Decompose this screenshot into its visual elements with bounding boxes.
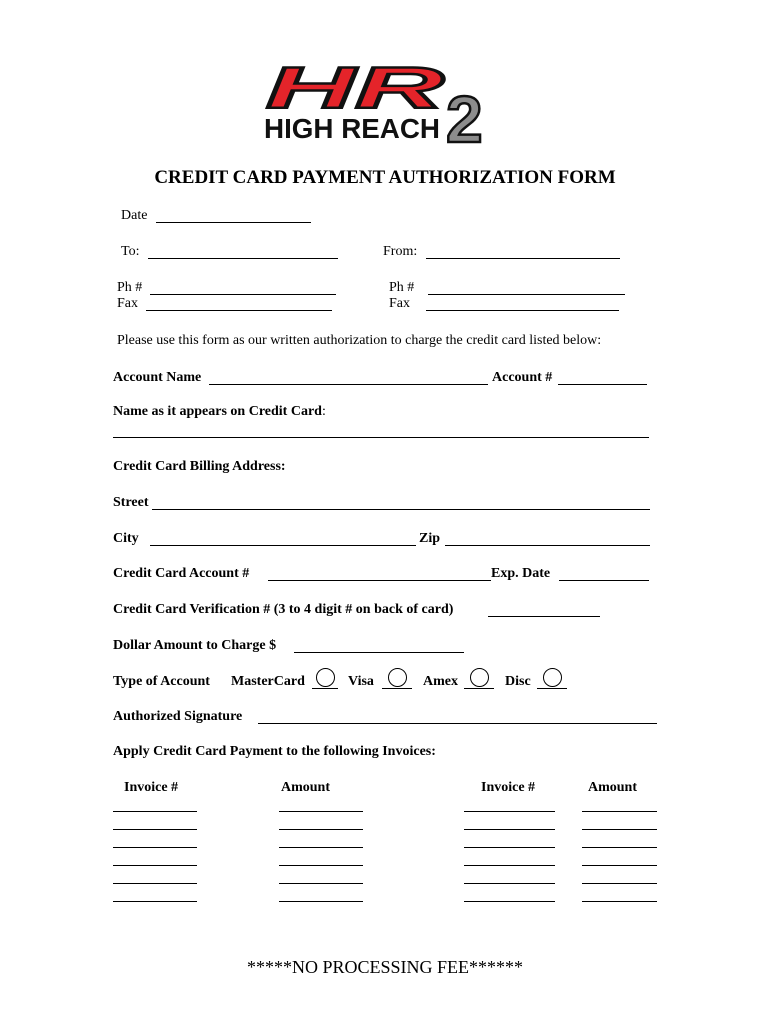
option-disc-checkbox[interactable] [543,668,562,687]
to-label: To: [121,244,140,259]
invoice-amount-field-2[interactable] [582,813,657,830]
street-field[interactable] [152,493,650,510]
amount-field[interactable] [294,636,464,653]
account-number-field[interactable] [558,368,647,385]
exp-date-field[interactable] [559,564,649,581]
ph-field-left[interactable] [150,278,336,295]
form-title: CREDIT CARD PAYMENT AUTHORIZATION FORM [154,167,616,188]
invoice-number-field-1[interactable] [113,831,197,848]
no-processing-fee-notice: *****NO PROCESSING FEE****** [246,957,524,977]
option-visa-line [382,688,412,689]
card-account-label: Credit Card Account # [113,566,250,581]
invoice-amount-field-2[interactable] [582,831,657,848]
option-mastercard-label: MasterCard [231,674,305,689]
invoice-number-field-2[interactable] [464,813,555,830]
invoice-amount-field-1[interactable] [279,795,363,812]
zip-label: Zip [419,531,441,546]
invoice-amount-field-2[interactable] [582,885,657,902]
logo-number: 2 [446,82,483,148]
option-visa-label: Visa [348,674,374,689]
invoice-number-field-2[interactable] [464,795,555,812]
invoice-column-header-1: Invoice # [124,780,179,795]
invoice-number-field-1[interactable] [113,849,197,866]
option-disc-label: Disc [505,674,531,689]
amount-column-header-1: Amount [281,780,331,795]
invoice-amount-field-1[interactable] [279,831,363,848]
company-logo [258,58,514,148]
account-name-label: Account Name [113,370,202,385]
signature-label: Authorized Signature [113,709,243,724]
amount-label: Dollar Amount to Charge $ [113,638,277,653]
ph-label-left: Ph # [117,280,143,295]
from-field[interactable] [426,242,620,259]
name-on-card-field[interactable] [113,421,649,438]
from-label: From: [383,244,418,259]
invoice-number-field-2[interactable] [464,831,555,848]
logo-name: HIGH REACH [264,113,440,144]
logo-hr-mark: HR [266,58,445,121]
account-name-field[interactable] [209,368,488,385]
invoice-number-field-2[interactable] [464,867,555,884]
billing-address-heading: Credit Card Billing Address: [113,459,286,474]
invoice-amount-field-2[interactable] [582,795,657,812]
name-on-card-label: Name as it appears on Credit Card [113,404,322,419]
fax-field-right[interactable] [426,294,619,311]
exp-date-label: Exp. Date [491,566,551,581]
name-on-card-colon: : [321,404,326,419]
invoice-number-field-1[interactable] [113,813,197,830]
verification-label: Credit Card Verification # (3 to 4 digit # on back of card) [113,602,454,617]
fax-field-left[interactable] [146,294,332,311]
verification-field[interactable] [488,600,600,617]
option-mastercard-line [312,688,338,689]
date-label: Date [121,208,148,223]
street-label: Street [113,495,149,510]
option-amex-checkbox[interactable] [470,668,489,687]
card-account-field[interactable] [268,564,491,581]
amount-column-header-2: Amount [588,780,638,795]
option-disc-line [537,688,567,689]
signature-field[interactable] [258,707,657,724]
option-mastercard-checkbox[interactable] [316,668,335,687]
option-visa-checkbox[interactable] [388,668,407,687]
zip-field[interactable] [445,529,650,546]
invoice-amount-field-2[interactable] [582,867,657,884]
invoice-amount-field-1[interactable] [279,813,363,830]
invoice-amount-field-1[interactable] [279,849,363,866]
instructions-text: Please use this form as our written authorization to charge the credit card listed below: [117,333,602,348]
invoice-amount-field-1[interactable] [279,867,363,884]
invoice-number-field-1[interactable] [113,867,197,884]
invoice-number-field-2[interactable] [464,885,555,902]
invoice-column-header-2: Invoice # [481,780,536,795]
fax-label-left: Fax [117,296,138,311]
option-amex-label: Amex [423,674,458,689]
invoice-number-field-2[interactable] [464,849,555,866]
invoice-amount-field-2[interactable] [582,849,657,866]
option-amex-line [464,688,494,689]
account-number-label: Account # [492,370,553,385]
city-label: City [113,531,139,546]
type-of-account-label: Type of Account [113,674,210,689]
name-on-card-label-wrap [113,404,326,420]
ph-label-right: Ph # [389,280,415,295]
to-field[interactable] [148,242,338,259]
fax-label-right: Fax [389,296,410,311]
invoice-number-field-1[interactable] [113,885,197,902]
city-field[interactable] [150,529,416,546]
invoices-heading: Apply Credit Card Payment to the following Invoices: [113,744,436,759]
invoice-number-field-1[interactable] [113,795,197,812]
ph-field-right[interactable] [428,278,625,295]
date-field[interactable] [156,206,311,223]
invoice-amount-field-1[interactable] [279,885,363,902]
